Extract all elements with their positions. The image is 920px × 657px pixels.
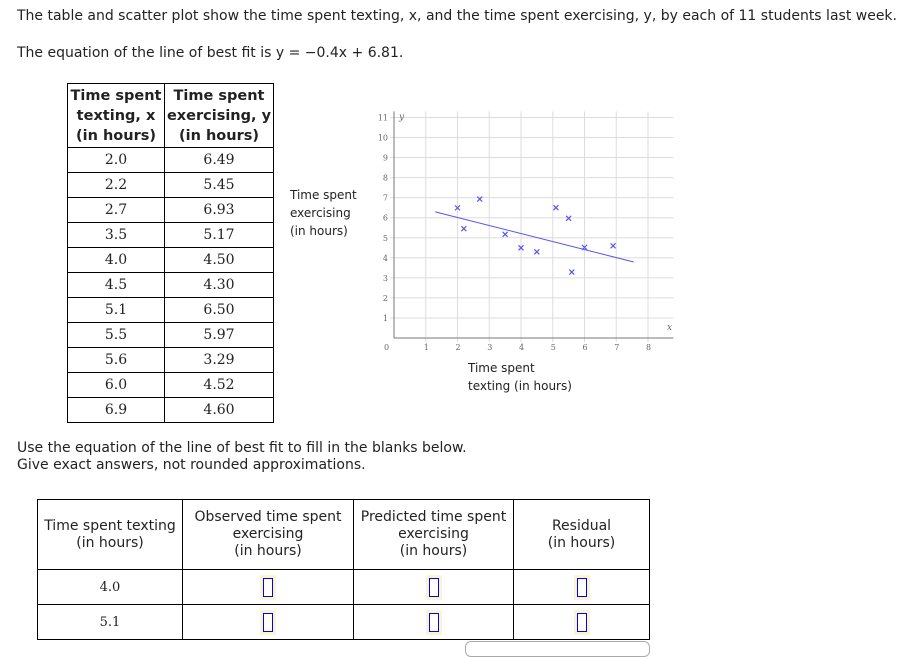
table-row xyxy=(68,148,274,173)
x-value: 2.7 xyxy=(68,198,165,223)
y-value: 5.45 xyxy=(165,173,274,198)
y-tick-label: 5 xyxy=(382,233,388,243)
table-row xyxy=(38,605,650,640)
best-fit-line xyxy=(435,212,633,262)
x-value: 5.5 xyxy=(68,323,165,348)
y-tick-label: 8 xyxy=(382,173,388,183)
x-tick-label: 8 xyxy=(646,343,652,352)
data-point xyxy=(461,226,466,231)
header-exercising: Time spent exercising, y (in hours) xyxy=(165,84,274,148)
x-value: 6.0 xyxy=(68,373,165,398)
table-row xyxy=(68,348,274,373)
y-tick-label: 10 xyxy=(377,133,388,143)
residual-input[interactable] xyxy=(577,613,587,632)
answer-table xyxy=(37,499,650,640)
scatter-plot xyxy=(360,100,690,360)
x-tick-label: 2 xyxy=(455,343,461,352)
x-value: 5.1 xyxy=(38,605,183,640)
table-row xyxy=(68,248,274,273)
y-value: 4.50 xyxy=(165,248,274,273)
data-point xyxy=(503,232,508,237)
x-tick-label: 4 xyxy=(519,343,525,352)
header-predicted: Predicted time spent exercising (in hours) xyxy=(354,500,514,570)
x-value: 4.0 xyxy=(68,248,165,273)
y-tick-label: 4 xyxy=(382,253,388,263)
predicted-input[interactable] xyxy=(429,613,439,632)
table-row xyxy=(68,398,274,423)
y-value: 4.60 xyxy=(165,398,274,423)
y-axis-label: Time spent exercising (in hours) xyxy=(290,188,357,238)
x-axis-letter: x xyxy=(667,322,673,333)
x-value: 5.1 xyxy=(68,298,165,323)
intro-sentence-1: The table and scatter plot show the time spent texting, x, and the time spent exercising, y, by each of 11 students last week. xyxy=(17,8,897,24)
x-tick-label: 1 xyxy=(423,343,429,352)
observed-input[interactable] xyxy=(263,613,273,632)
action-button[interactable] xyxy=(465,641,650,657)
y-tick-label: 11 xyxy=(377,113,388,123)
intro-sentence-2: The equation of the line of best fit is y = −0.4x + 6.81. xyxy=(17,45,404,61)
y-tick-label: 9 xyxy=(382,153,388,163)
header-texting: Time spent texting, x (in hours) xyxy=(68,84,165,148)
y-value: 5.17 xyxy=(165,223,274,248)
observed-input[interactable] xyxy=(263,578,273,597)
table-row xyxy=(68,198,274,223)
x-value: 4.5 xyxy=(68,273,165,298)
x-value: 3.5 xyxy=(68,223,165,248)
origin-label: 0 xyxy=(384,343,390,352)
x-tick-label: 6 xyxy=(582,343,588,352)
x-value: 4.0 xyxy=(38,570,183,605)
x-tick-label: 7 xyxy=(614,343,620,352)
instruction-2: Give exact answers, not rounded approximations. xyxy=(17,457,366,473)
data-table xyxy=(67,83,274,423)
data-point xyxy=(611,243,616,248)
table-row xyxy=(68,273,274,298)
y-tick-label: 3 xyxy=(382,273,388,283)
y-tick-label: 1 xyxy=(382,313,388,323)
x-tick-label: 5 xyxy=(550,343,556,352)
y-value: 4.52 xyxy=(165,373,274,398)
y-value: 5.97 xyxy=(165,323,274,348)
y-tick-label: 6 xyxy=(382,213,388,223)
y-axis-letter: y xyxy=(399,112,405,123)
y-value: 6.49 xyxy=(165,148,274,173)
table-row xyxy=(68,298,274,323)
data-point xyxy=(553,205,558,210)
header-texting: Time spent texting (in hours) xyxy=(38,500,183,570)
x-value: 5.6 xyxy=(68,348,165,373)
instruction-1: Use the equation of the line of best fit to fill in the blanks below. xyxy=(17,440,467,456)
data-point xyxy=(534,249,539,254)
data-point xyxy=(569,270,574,275)
table-row xyxy=(38,570,650,605)
x-tick-label: 3 xyxy=(487,343,493,352)
header-observed: Observed time spent exercising (in hours) xyxy=(183,500,354,570)
table-row xyxy=(68,173,274,198)
y-value: 6.50 xyxy=(165,298,274,323)
x-axis-label: Time spent texting (in hours) xyxy=(468,361,572,393)
y-value: 3.29 xyxy=(165,348,274,373)
y-value: 4.30 xyxy=(165,273,274,298)
table-row xyxy=(68,373,274,398)
x-value: 2.0 xyxy=(68,148,165,173)
x-value: 6.9 xyxy=(68,398,165,423)
residual-input[interactable] xyxy=(577,578,587,597)
table-row xyxy=(68,223,274,248)
table-row xyxy=(68,323,274,348)
y-tick-label: 7 xyxy=(382,193,388,203)
x-value: 2.2 xyxy=(68,173,165,198)
data-point xyxy=(566,216,571,221)
header-residual: Residual (in hours) xyxy=(514,500,650,570)
y-value: 6.93 xyxy=(165,198,274,223)
predicted-input[interactable] xyxy=(429,578,439,597)
y-tick-label: 2 xyxy=(382,293,388,303)
